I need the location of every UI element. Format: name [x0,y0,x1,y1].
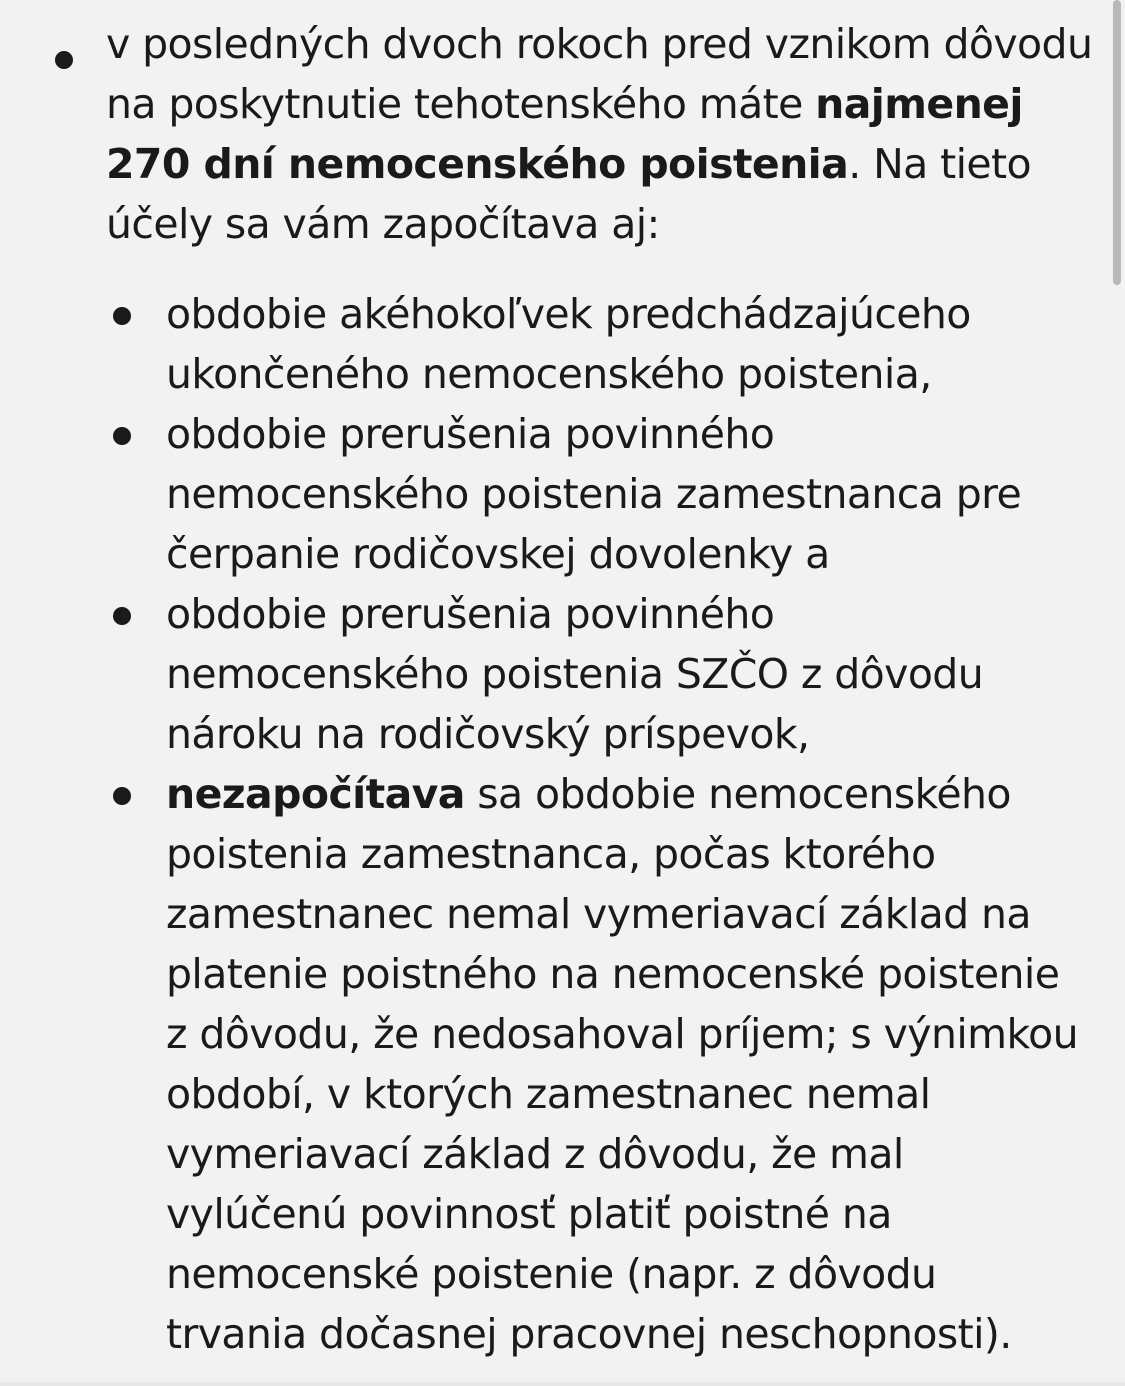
text-segment: . Na tieto účely sa vám započítava aj: [106,140,1031,248]
bullet-icon [113,787,131,805]
bullet-icon [113,607,131,625]
list-item-text [106,14,1096,254]
text-segment: v posledných dvoch rokoch pred vznikom dôvodu na poskytnutie tehotenského máte [106,20,1093,128]
list-item [0,584,1100,764]
bullet-icon [113,427,131,445]
scrollbar[interactable] [1109,0,1125,1386]
bullet-icon [113,307,131,325]
bottom-divider [0,1382,1125,1386]
bold-text: najmenej 270 dní nemocenského poistenia [106,80,1023,188]
bold-text: nezapočítava [166,770,465,818]
list-item [0,404,1100,584]
nested-list [0,284,1100,1364]
scrollbar-thumb[interactable] [1113,0,1121,285]
text-segment: sa obdobie nemocenského poistenia zamestnanca, počas ktorého zamestnanec nemal vymeriavací základ na platenie poistného na nemocenské poistenie z dôvodu, že nedosahoval príjem; s výnimkou období, v ktorých zamestnanec nemal vymeriavací základ z dôvodu, že mal vylúčenú povinnosť platiť poistné na nemocenské poistenie (napr. z dôvodu trvania dočasnej pracovnej neschopnosti). [166,770,1079,1358]
list-item-text: obdobie prerušenia povinného nemocenského poistenia zamestnanca pre čerpanie rodičovskej dovolenky a [166,410,1022,578]
list-item [0,284,1100,404]
list-item [0,764,1100,1364]
bullet-icon [55,51,73,69]
list-item-text: obdobie akéhokoľvek predchádzajúceho ukončeného nemocenského poistenia, [166,290,971,398]
list-item-text [166,764,1081,1364]
list-item-text: obdobie prerušenia povinného nemocenského poistenia SZČO z dôvodu nároku na rodičovský príspevok, [166,590,984,758]
